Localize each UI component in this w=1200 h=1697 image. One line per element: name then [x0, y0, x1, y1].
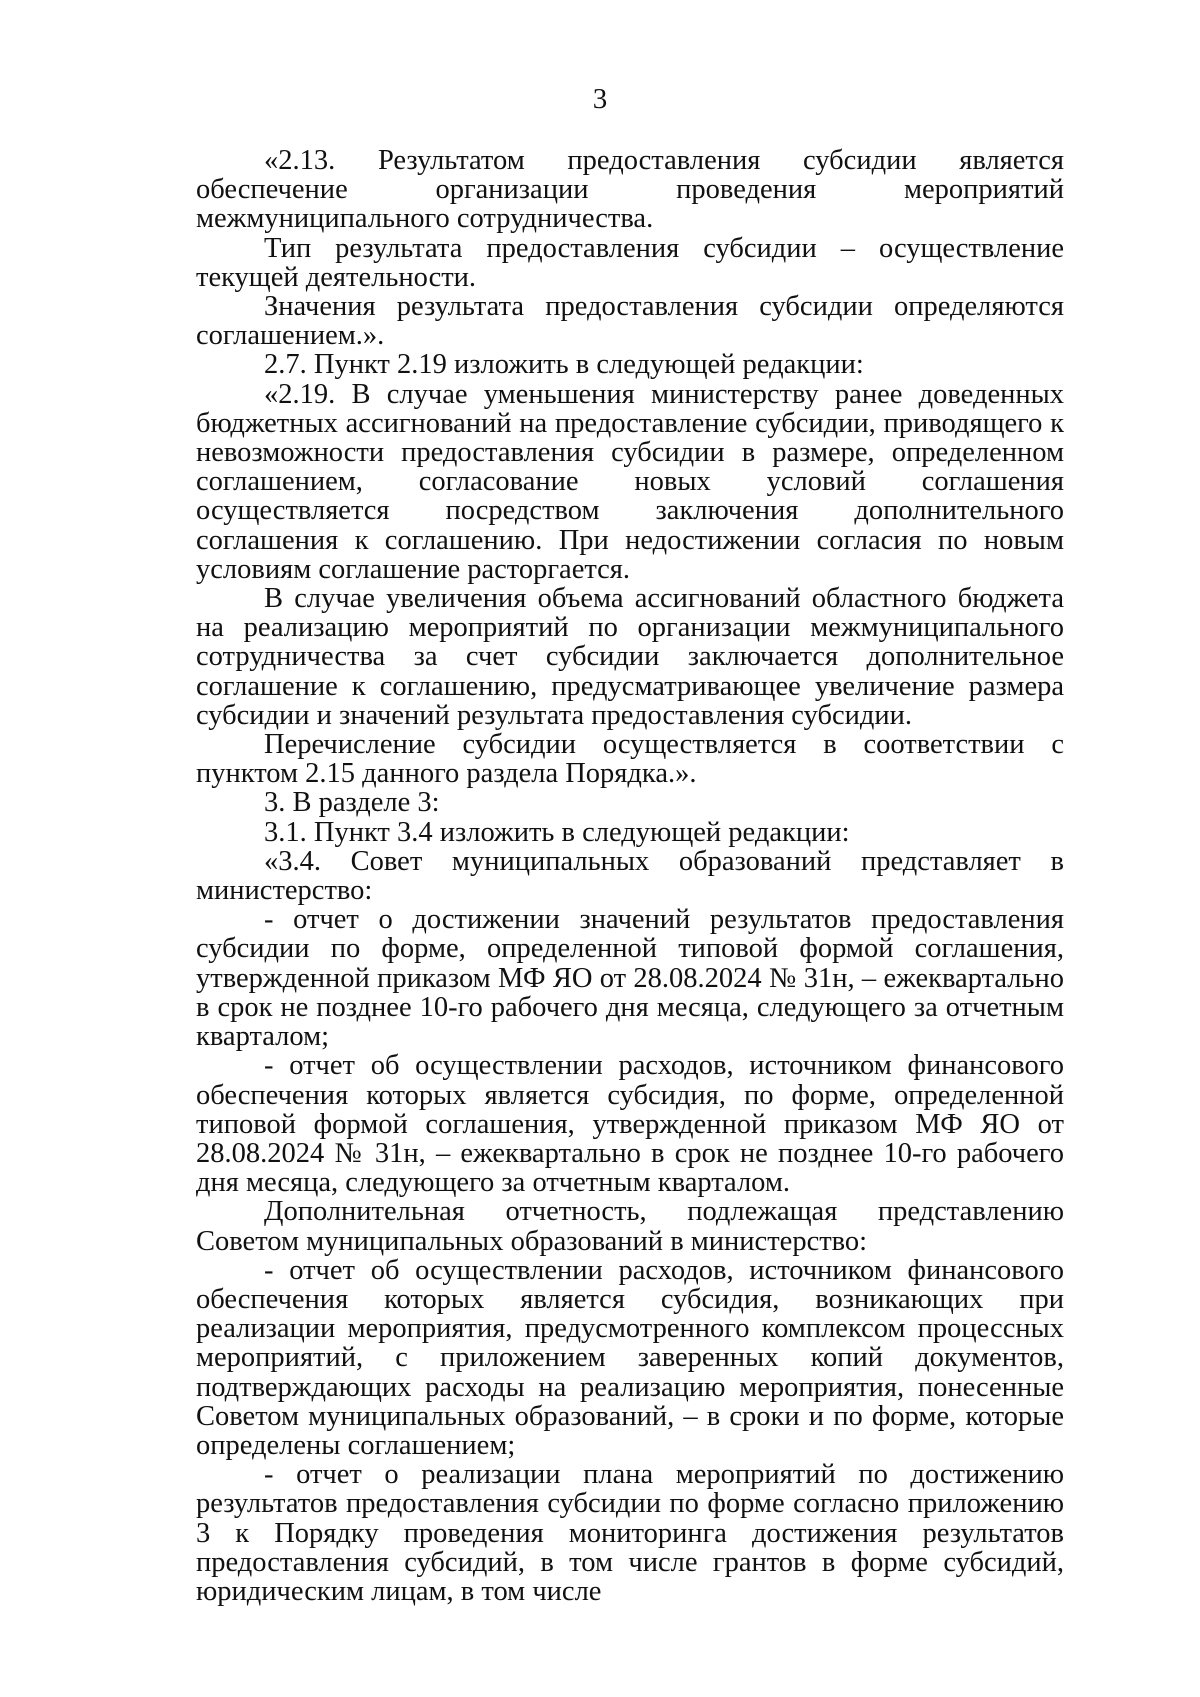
page-number: 3: [592, 83, 608, 115]
paragraph-section-3: 3. В разделе 3:: [264, 787, 440, 819]
paragraph-3-1-amendment: 3.1. Пункт 3.4 изложить в следующей редакции:: [264, 816, 850, 848]
paragraph-result-type: Тип результата предоставления субсидии – осуществление текущей деятельности.: [196, 232, 1064, 293]
paragraph-transfer: Перечисление субсидии осуществляется в соответствии с пунктом 2.15 данного раздела Порядка.».: [196, 729, 1064, 790]
list-item-additional-expenses-report: - отчет об осуществлении расходов, источником финансового обеспечения которых является субсидия, возникающих при реализации мероприятия, предусмотренного комплексом процессных мероприятий, с приложением заверенных копий документов, подтверждающих расходы на реализацию мероприятия, понесенные Советом муниципальных образований, – в сроки и по форме, которые определены соглашением;: [196, 1254, 1064, 1461]
paragraph-increase: В случае увеличения объема ассигнований областного бюджета на реализацию мероприятий по организации межмуниципального сотрудничества за счет субсидии заключается дополнительное соглашение к соглашению, предусматривающее увеличение размера субсидии и значений результата предоставления субсидии.: [196, 583, 1064, 731]
paragraph-result-values: Значения результата предоставления субсидии определяются соглашением.».: [196, 291, 1064, 352]
paragraph-2-13-result: «2.13. Результатом предоставления субсидии является обеспечение организации проведения мероприятий межмуниципального сотрудничества.: [196, 145, 1064, 235]
paragraph-2-7-amendment: 2.7. Пункт 2.19 изложить в следующей редакции:: [264, 349, 864, 381]
document-body: [196, 146, 1064, 1606]
list-item-plan-report: - отчет о реализации плана мероприятий по достижению результатов предоставления субсидии по форме согласно приложению 3 к Порядку проведения мониторинга достижения результатов предоставления субсидий, в том числе грантов в форме субсидий, юридическим лицам, в том числе: [196, 1459, 1064, 1607]
list-item-expenses-report: - отчет об осуществлении расходов, источником финансового обеспечения которых является субсидия, по форме, определенной типовой формой соглашения, утвержденной приказом МФ ЯО от 28.08.2024 № 31н, – ежеквартально в срок не позднее 10-го рабочего дня месяца, следующего за отчетным кварталом.: [196, 1050, 1064, 1199]
list-item-results-report: - отчет о достижении значений результатов предоставления субсидии по форме, определенной типовой формой соглашения, утвержденной приказом МФ ЯО от 28.08.2024 № 31н, – ежеквартально в срок не позднее 10-го рабочего дня месяца, следующего за отчетным кварталом;: [196, 904, 1064, 1053]
paragraph-2-19-reduction: «2.19. В случае уменьшения министерству ранее доведенных бюджетных ассигнований на предоставление субсидии, приводящего к невозможности предоставления субсидии в размере, определенном соглашением, согласование новых условий соглашения осуществляется посредством заключения дополнительного соглашения к соглашению. При недостижении согласия по новым условиям соглашение расторгается.: [196, 378, 1064, 585]
paragraph-additional-reporting: Дополнительная отчетность, подлежащая представлению Советом муниципальных образований в министерство:: [196, 1196, 1064, 1257]
paragraph-3-4-council: «3.4. Совет муниципальных образований представляет в министерство:: [196, 845, 1064, 907]
